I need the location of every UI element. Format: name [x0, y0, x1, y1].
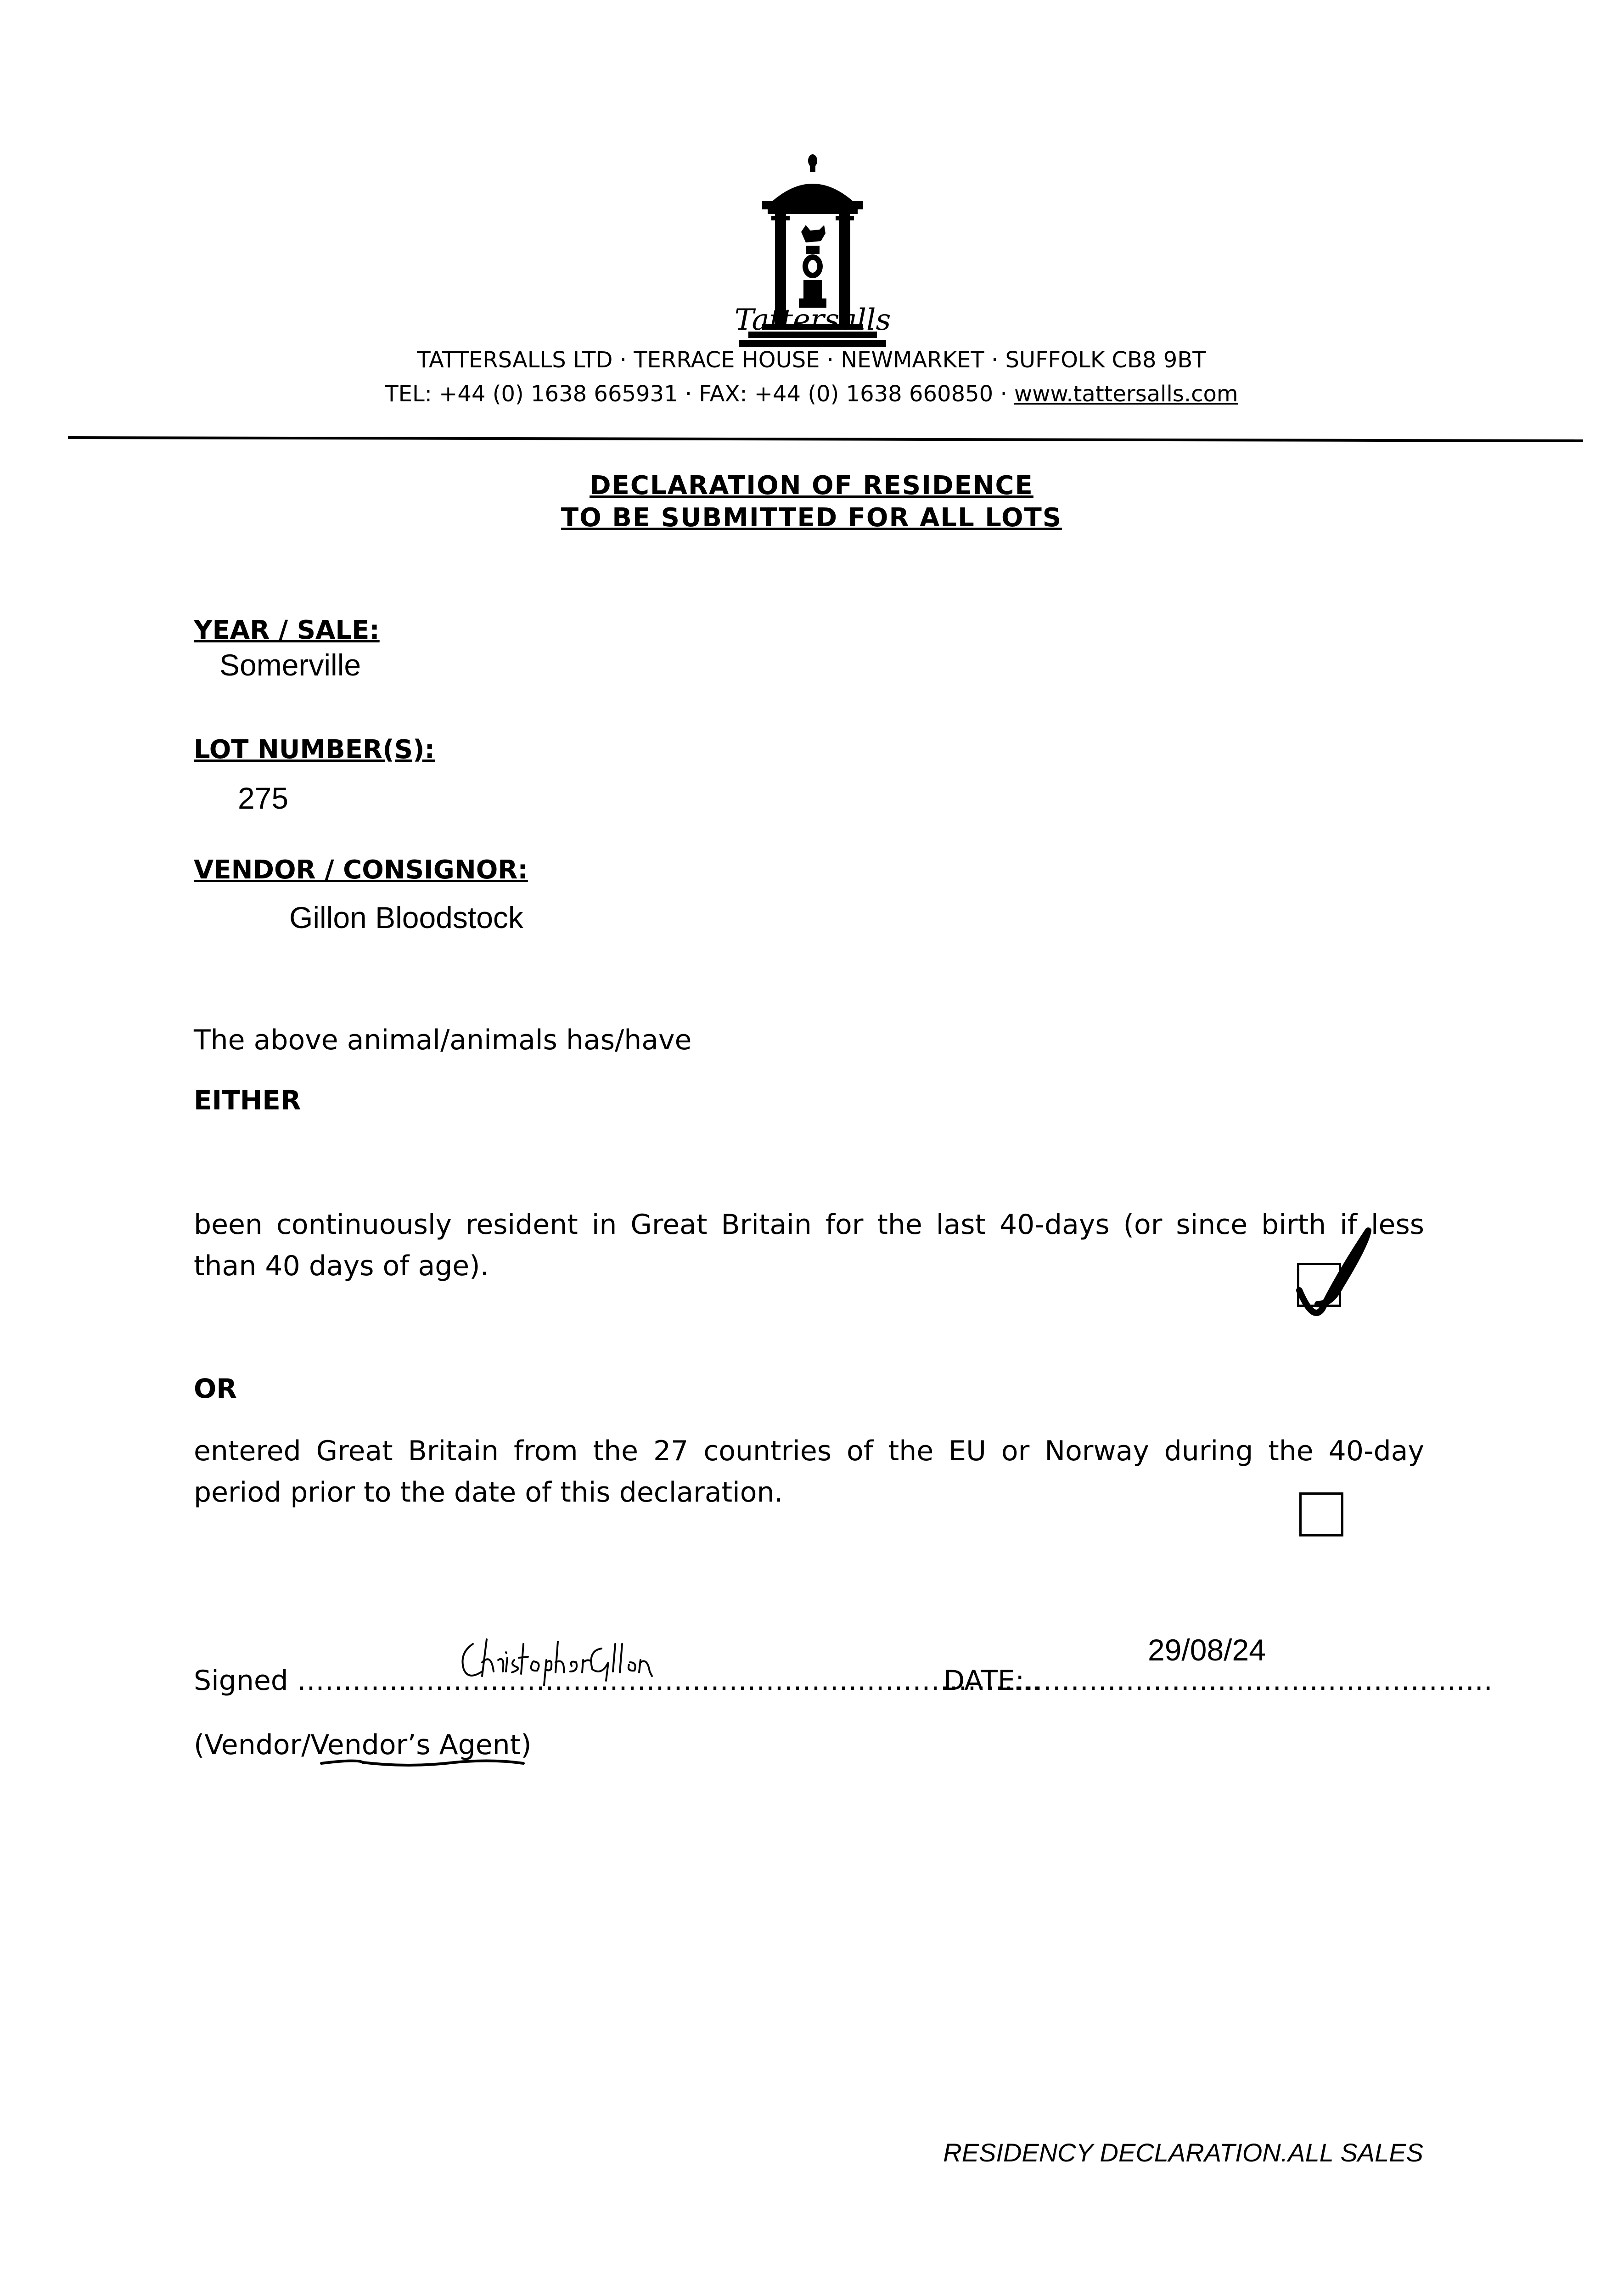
year-sale-value[interactable]: Somerville — [219, 648, 361, 682]
intro-text: The above animal/animals has/have — [194, 1024, 692, 1056]
contact-phone-fax: TEL: +44 (0) 1638 665931 · FAX: +44 (0) 1638 660850 · — [385, 381, 1014, 407]
date-value[interactable]: 29/08/24 — [1148, 1633, 1266, 1667]
option2-text: entered Great Britain from the 27 countries of the EU or Norway during the 40-day period prior to the date of this declaration. — [194, 1435, 1424, 1508]
lot-numbers-value[interactable]: 275 — [238, 781, 289, 815]
website-link[interactable]: www.tattersalls.com — [1014, 381, 1238, 407]
document-subtitle: TO BE SUBMITTED FOR ALL LOTS — [561, 503, 1062, 533]
document-title: DECLARATION OF RESIDENCE — [590, 471, 1033, 501]
signed-line: Signed ……………………………………………………………………… — [194, 1665, 1041, 1697]
option1-text: been continuously resident in Great Britain for the last 40-days (or since birth if less than 40 days of age). — [194, 1209, 1424, 1282]
vendor-value[interactable]: Gillon Bloodstock — [289, 900, 523, 934]
either-heading: EITHER — [194, 1085, 301, 1116]
signatory-role: (Vendor/Vendor’s Agent) — [194, 1729, 532, 1761]
company-address: TATTERSALLS LTD · TERRACE HOUSE · NEWMARKET · SUFFOLK CB8 9BT — [417, 347, 1206, 373]
lot-numbers-label: LOT NUMBER(S): — [194, 735, 435, 765]
option2-checkbox[interactable] — [1299, 1492, 1343, 1536]
header-divider — [68, 436, 1583, 442]
role-underline-mark — [317, 1754, 537, 1777]
company-contact — [92, 381, 1531, 407]
document-code: RESIDENCY DECLARATION.ALL SALES — [943, 2138, 1423, 2167]
vendor-label: VENDOR / CONSIGNOR: — [194, 855, 528, 885]
option1-tick-mark-icon — [1286, 1217, 1396, 1327]
brand-name: Tattersalls — [734, 303, 891, 337]
date-line: DATE:…………………………………………… — [943, 1665, 1493, 1697]
year-sale-label: YEAR / SALE: — [194, 615, 380, 645]
or-heading: OR — [194, 1373, 237, 1404]
